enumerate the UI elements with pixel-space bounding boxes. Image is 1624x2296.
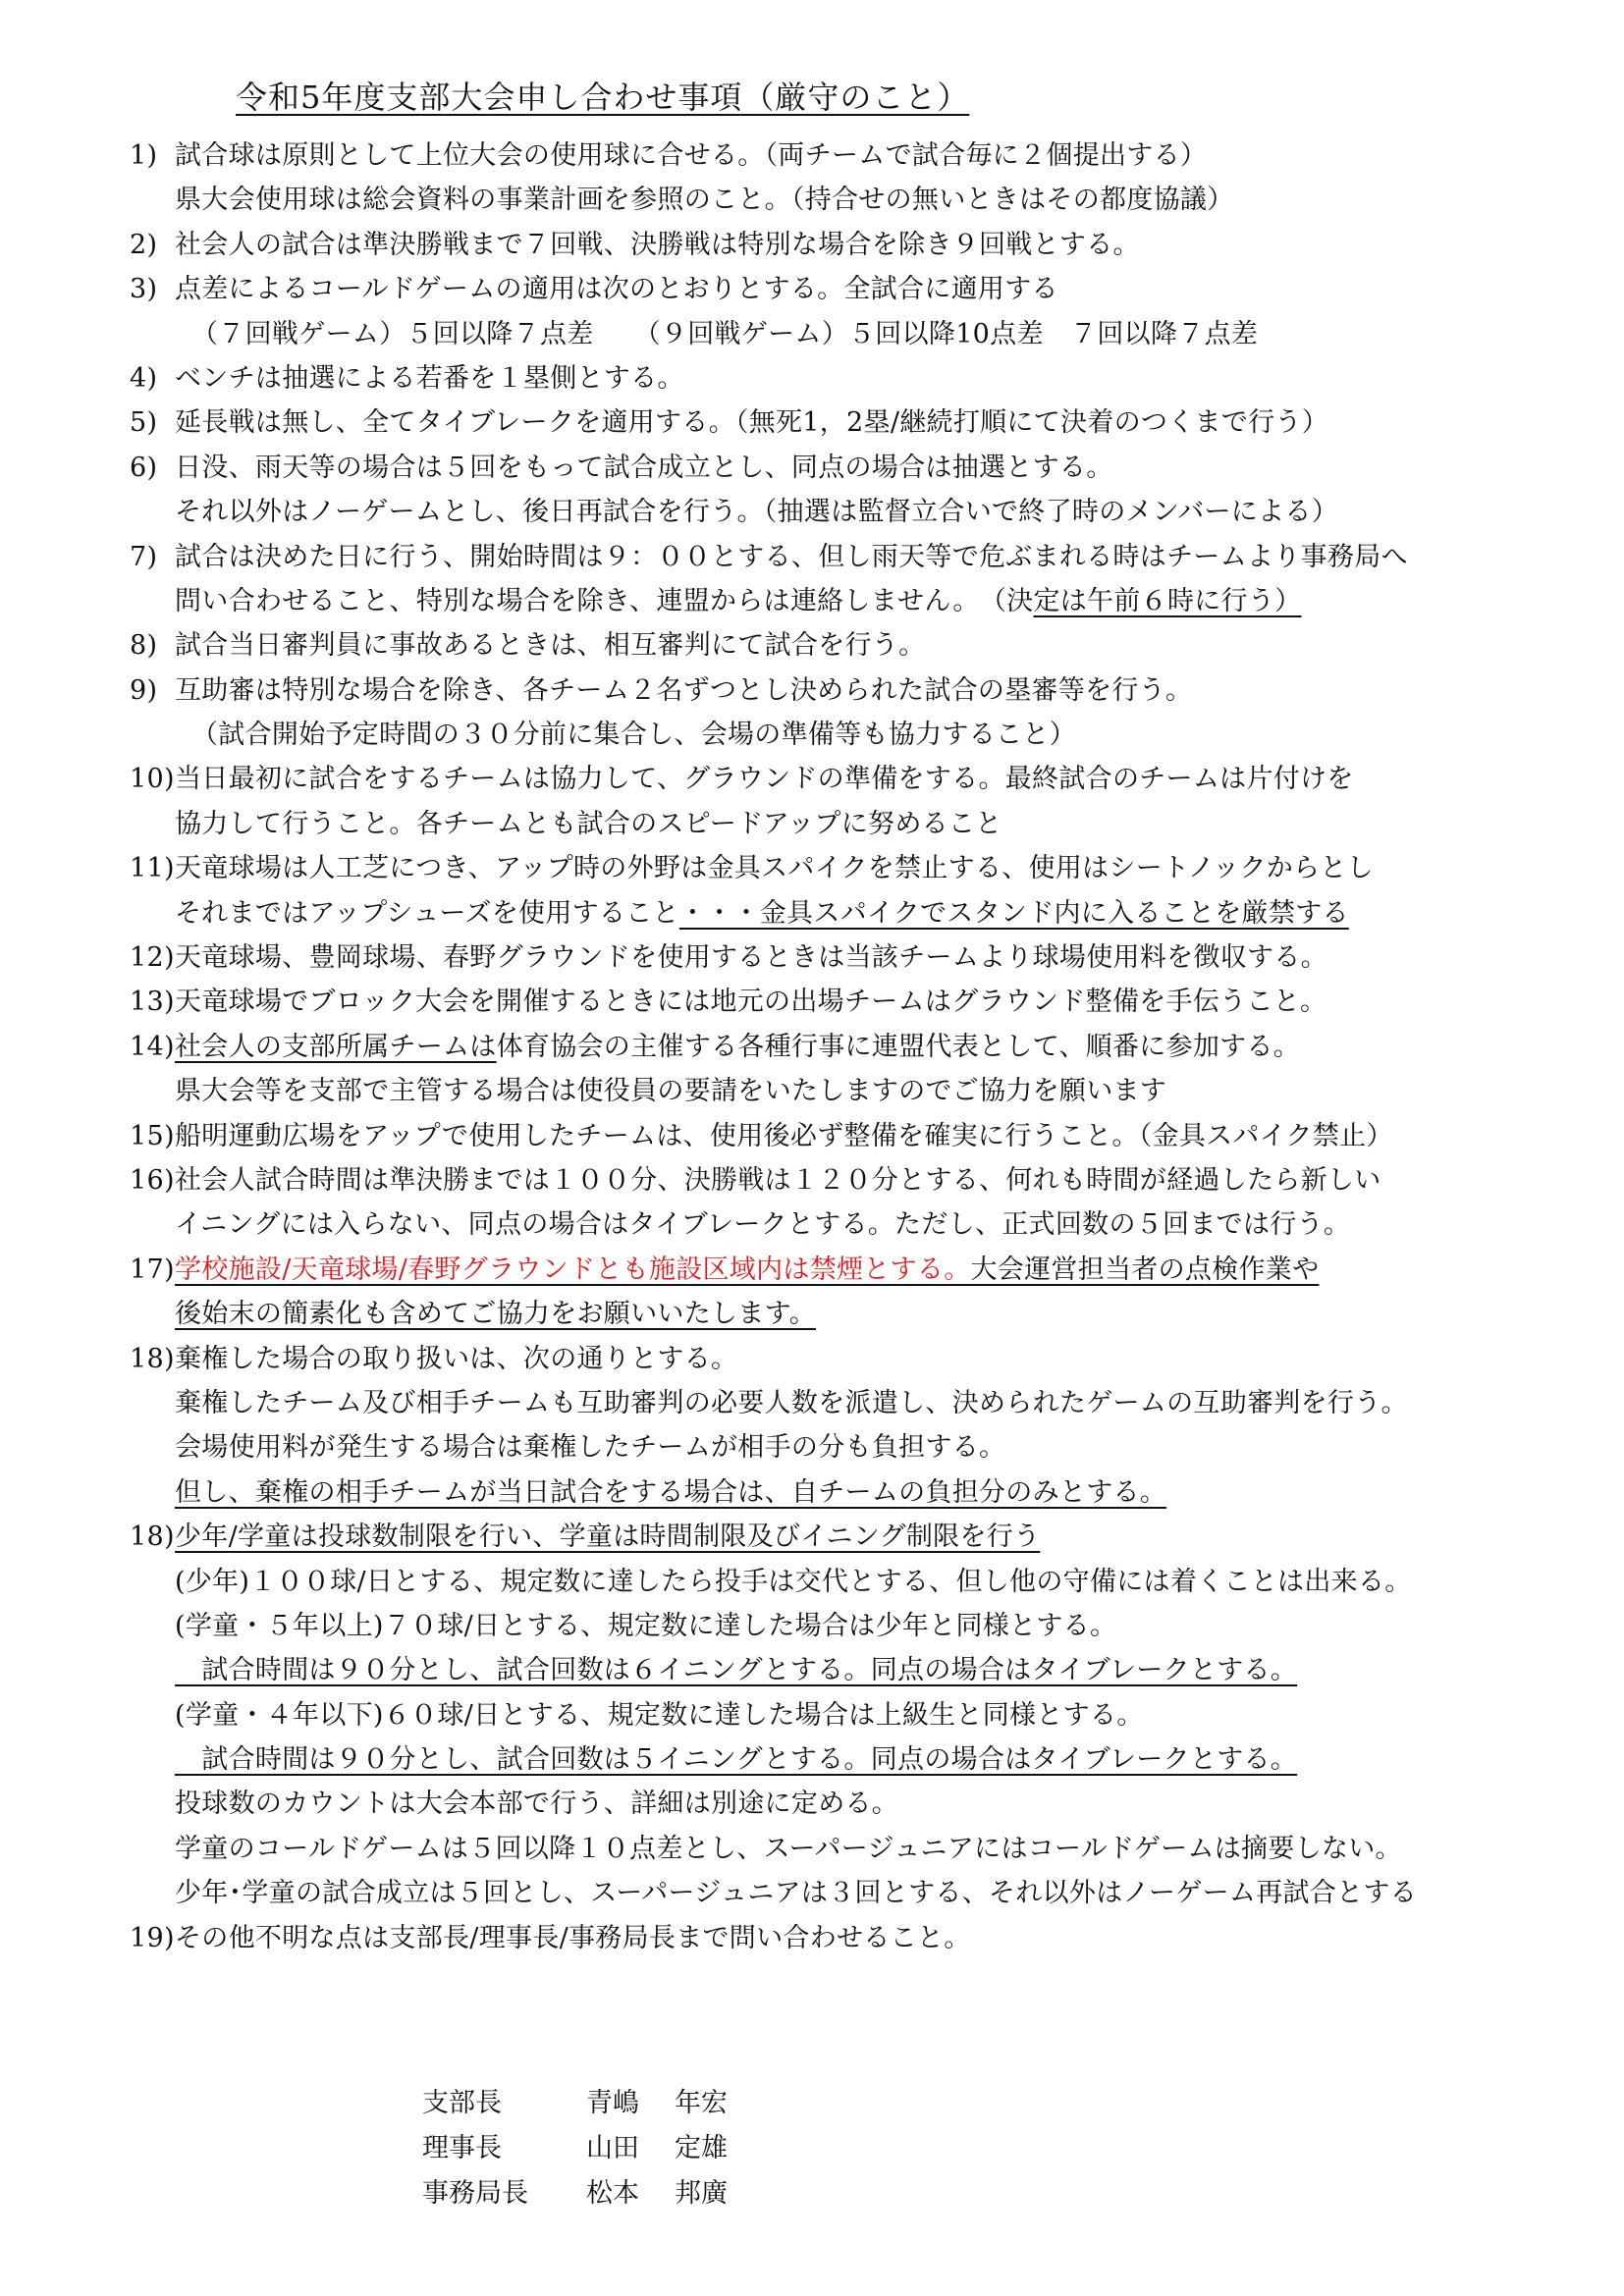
rule-line — [0, 312, 1624, 356]
rule-number: 19) — [130, 1922, 175, 1953]
rule-text: 社会人の試合は準決勝戦まで７回戦、決勝戦は特別な場合を除き９回戦とする。 — [175, 229, 1140, 260]
rule-number: 1) — [130, 140, 158, 171]
rule-text: 後始末の簡素化も含めてご協力をお願いいたします。 — [175, 1299, 817, 1330]
rule-text: 学童のコールドゲームは５回以降１０点差とし、スーパージュニアにはコールドゲームは摘要しない。 — [175, 1833, 1402, 1864]
rule-text: 天竜球場でブロック大会を開催するときには地元の出場チームはグラウンド整備を手伝うこと。 — [175, 987, 1327, 1018]
rule-line — [0, 1337, 1624, 1381]
rule-text: (学童・５年以上)７０球/日とする、規定数に達した場合は少年と同様とする。 — [175, 1610, 1117, 1641]
rule-number: 15) — [130, 1120, 175, 1151]
rule-line — [0, 1737, 1624, 1782]
rule-text: （試合開始予定時間の３０分前に集合し、会場の準備等も協力すること） — [191, 720, 1076, 751]
signature-role: 事務局長 — [422, 2178, 528, 2209]
rule-text: 日没、雨天等の場合は５回をもって試合成立とし、同点の場合は抽選とする。 — [175, 452, 1113, 483]
rule-line — [0, 1202, 1624, 1247]
rule-text — [175, 1248, 1319, 1292]
rule-text — [175, 579, 1301, 623]
signature-surname: 山田 — [586, 2133, 639, 2163]
rule-line — [0, 1248, 1624, 1292]
rule-text: 県大会使用球は総会資料の事業計画を参照のこと。（持合せの無いときはその都度協議） — [175, 185, 1234, 216]
rule-number: 3) — [130, 274, 158, 305]
rule-line — [0, 891, 1624, 935]
rule-text: その他不明な点は支部長/理事長/事務局長まで問い合わせること。 — [175, 1922, 971, 1953]
rule-line — [0, 1292, 1624, 1336]
rule-text: 互助審は特別な場合を除き、各チーム２名ずつとし決められた試合の塁審等を行う。 — [175, 674, 1193, 706]
rule-line — [0, 1025, 1624, 1069]
rule-line — [0, 1693, 1624, 1737]
rule-text: 天竜球場は人工芝につき、アップ時の外野は金具スパイクを禁止する、使用はシートノックからとし — [175, 853, 1374, 884]
rule-text: 社会人試合時間は準決勝までは１００分、決勝戦は１２０分とする、何れも時間が経過したら新しい — [175, 1164, 1381, 1196]
rule-text: 投球数のカウントは大会本部で行う、詳細は別途に定める。 — [175, 1789, 899, 1820]
rule-line — [0, 178, 1624, 222]
rule-text-part: 体育協会の主催する各種行事に連盟代表として、順番に参加する。 — [496, 1031, 1301, 1062]
rule-text: 少年･学童の試合成立は５回とし、スーパージュニアは３回とする、それ以外はノーゲーム再試合とする — [175, 1878, 1418, 1909]
rule-line — [0, 713, 1624, 757]
rule-line — [0, 980, 1624, 1024]
rule-text: 点差によるコールドゲームの適用は次のとおりとする。全試合に適用する — [175, 274, 1058, 305]
rule-line — [0, 1916, 1624, 1960]
no-smoking-notice: 学校施設/天竜球場/春野グラウンドとも施設区域内は禁煙とする。 — [175, 1254, 971, 1285]
rule-text-underlined: 社会人の支部所属チームは — [175, 1031, 497, 1062]
rule-number: 10) — [130, 764, 175, 795]
rule-line — [0, 1782, 1624, 1826]
rule-line — [0, 1425, 1624, 1469]
rule-line — [0, 1604, 1624, 1648]
rule-line — [0, 935, 1624, 980]
rule-number: 4) — [130, 362, 158, 394]
rule-number: 18) — [130, 1343, 175, 1374]
signature-surname: 松本 — [586, 2178, 639, 2209]
signature-role: 理事長 — [422, 2133, 502, 2163]
signature-surname: 青嶋 — [586, 2088, 639, 2118]
rule-text: 延長戦は無し、全てタイブレークを適用する。（無死1，2塁/継続打順にて決着のつくまで行う） — [175, 407, 1329, 439]
rule-number: 7) — [130, 541, 158, 572]
rule-text: 試合球は原則として上位大会の使用球に合せる。（両チームで試合毎に２個提出する） — [175, 140, 1208, 171]
rule-line — [0, 802, 1624, 846]
rule-line — [0, 1069, 1624, 1113]
rule-line — [0, 446, 1624, 490]
rule-text: 棄権した場合の取り扱いは、次の通りとする。 — [175, 1343, 738, 1374]
rule-line — [0, 133, 1624, 178]
rule-line — [0, 1515, 1624, 1559]
signature-given-name: 定雄 — [675, 2133, 728, 2163]
rule-text: 但し、棄権の相手チームが当日試合をする場合は、自チームの負担分のみとする。 — [175, 1476, 1167, 1508]
rule-number: 13) — [130, 987, 175, 1018]
rule-text: ベンチは抽選による若番を１塁側とする。 — [175, 362, 684, 394]
rule-line — [0, 1827, 1624, 1871]
rule-line — [0, 400, 1624, 445]
rule-number: 11) — [130, 853, 175, 884]
rule-line — [0, 1871, 1624, 1915]
rule-text: 棄権したチーム及び相手チームも互助審判の必要人数を派遣し、決められたゲームの互助審判を行う。 — [175, 1387, 1408, 1418]
rule-text-underlined: 定は午前６時に行う） — [1033, 585, 1302, 616]
rule-text: （７回戦ゲーム）５回以降７点差 （９回戦ゲーム）５回以降10点差 ７回以降７点差 — [191, 318, 1259, 349]
rule-line — [0, 579, 1624, 623]
rule-text: 試合は決めた日に行う、開始時間は９：００とする、但し雨天等で危ぶまれる時はチームより事務局へ — [175, 541, 1408, 572]
rule-line — [0, 267, 1624, 311]
rule-number: 16) — [130, 1164, 175, 1196]
rule-line — [0, 223, 1624, 267]
rule-line — [0, 1470, 1624, 1515]
rule-number: 14) — [130, 1031, 175, 1062]
rule-text: イニングには入らない、同点の場合はタイブレークとする。ただし、正式回数の５回までは行う。 — [175, 1209, 1351, 1241]
rule-text: 会場使用料が発生する場合は棄権したチームが相手の分も負担する。 — [175, 1432, 1006, 1464]
rule-line — [0, 1560, 1624, 1604]
rule-number: 17) — [130, 1254, 175, 1285]
rule-number: 8) — [130, 630, 158, 662]
rule-text: 県大会等を支部で主管する場合は使役員の要請をいたしますのでご協力を願います — [175, 1076, 1167, 1107]
rule-text: 試合当日審判員に事故あるときは、相互審判にて試合を行う。 — [175, 630, 926, 662]
signature-given-name: 年宏 — [675, 2088, 728, 2118]
rule-text: 船明運動広場をアップで使用したチームは、使用後必ず整備を確実に行うこと。（金具スパイク禁止） — [175, 1120, 1393, 1151]
rule-line — [0, 623, 1624, 667]
rule-text-part: それまではアップシューズを使用すること — [175, 897, 679, 929]
rule-line — [0, 1158, 1624, 1202]
rule-number: 5) — [130, 407, 158, 439]
rule-text: (学童・４年以下)６０球/日とする、規定数に達した場合は上級生と同様とする。 — [175, 1699, 1144, 1731]
rule-text: それ以外はノーゲームとし、後日再試合を行う。（抽選は監督立合いで終了時のメンバーによる） — [175, 497, 1338, 528]
rule-number: 12) — [130, 942, 175, 974]
rule-number: 18) — [130, 1522, 175, 1553]
rule-text: (少年)１００球/日とする、規定数に達したら投手は交代とする、但し他の守備には着くことは出来る。 — [175, 1566, 1412, 1597]
rule-number: 6) — [130, 452, 158, 483]
document-title: 令和5年度支部大会申し合わせ事項（厳守のこと） — [236, 79, 970, 116]
rule-line — [0, 1648, 1624, 1692]
rule-text: 試合時間は９０分とし、試合回数は６イニングとする。同点の場合はタイブレークとする。 — [175, 1655, 1298, 1686]
rule-line — [0, 356, 1624, 400]
signature-given-name: 邦廣 — [675, 2178, 728, 2209]
rule-line — [0, 1114, 1624, 1158]
rule-text: 協力して行うこと。各チームとも試合のスピードアップに努めること — [175, 808, 1002, 839]
rule-line — [0, 846, 1624, 890]
rule-text — [175, 1025, 1300, 1069]
rule-text: 試合時間は９０分とし、試合回数は５イニングとする。同点の場合はタイブレークとする。 — [175, 1744, 1298, 1776]
rule-number: 2) — [130, 229, 158, 260]
rule-text-part: 問い合わせること、特別な場合を除き、連盟からは連絡しません。 （決 — [175, 585, 1034, 616]
rule-line — [0, 535, 1624, 579]
rule-line — [0, 1381, 1624, 1425]
rules-list — [0, 133, 1624, 1960]
rule-text: 少年/学童は投球数制限を行い、学童は時間制限及びイニング制限を行う — [175, 1522, 1041, 1553]
rule-text-part: 大会運営担当者の点検作業や — [970, 1254, 1320, 1285]
rule-line — [0, 668, 1624, 713]
rule-text: 天竜球場、豊岡球場、春野グラウンドを使用するときは当該チームより球場使用料を徴収する。 — [175, 942, 1327, 974]
rule-line — [0, 757, 1624, 801]
rule-text-underlined: ・・・金具スパイクでスタンド内に入ることを厳禁する — [678, 897, 1349, 929]
rule-number: 9) — [130, 674, 158, 706]
signature-role: 支部長 — [422, 2088, 502, 2118]
rule-line — [0, 490, 1624, 534]
rule-text: 当日最初に試合をするチームは協力して、グラウンドの準備をする。最終試合のチームは片付けを — [175, 764, 1354, 795]
rule-text — [175, 891, 1349, 935]
